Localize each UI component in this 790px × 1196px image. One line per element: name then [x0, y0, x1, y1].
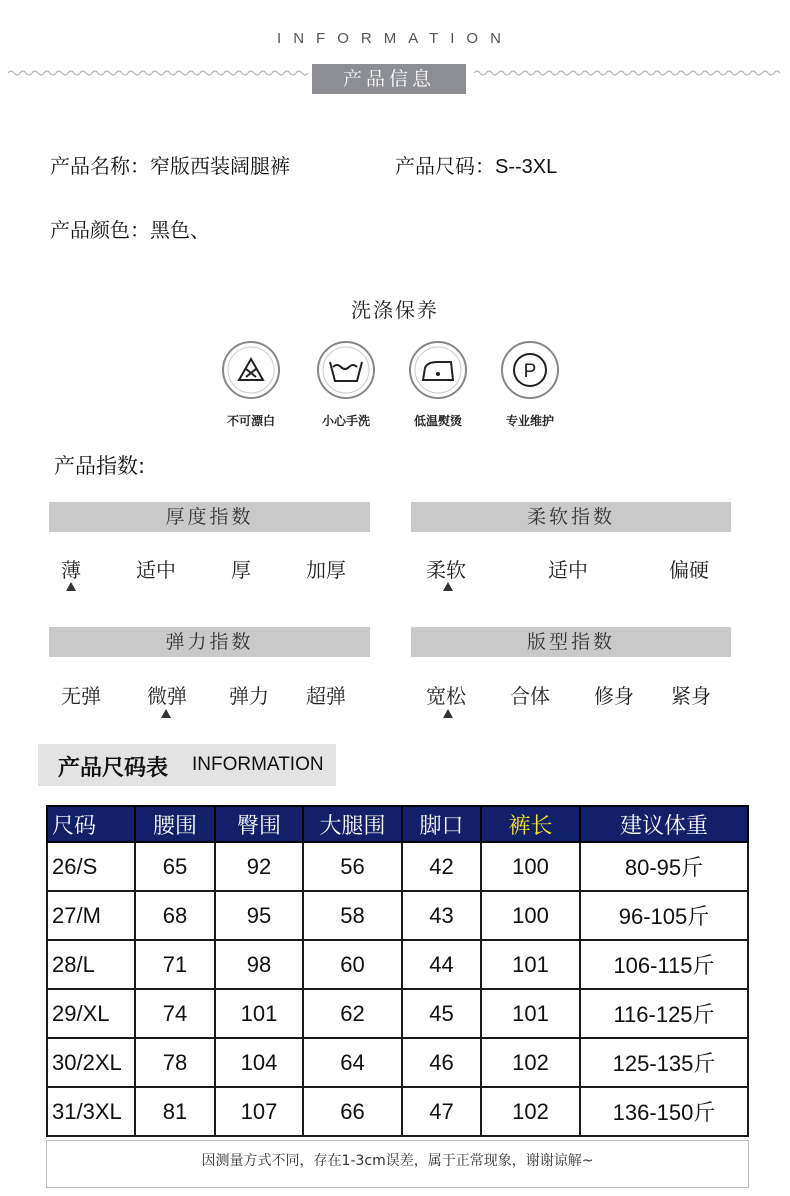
size-table: [46, 805, 749, 1137]
fit-option: 合体: [510, 684, 550, 708]
table-cell: 101: [481, 940, 580, 989]
table-cell: 62: [303, 989, 402, 1038]
product-color-value: 黑色、: [150, 218, 210, 242]
table-cell: 44: [402, 940, 481, 989]
table-cell: 27/M: [47, 891, 135, 940]
elasticity-option: 超弹: [306, 684, 346, 708]
table-cell: 92: [215, 842, 303, 891]
table-cell: 43: [402, 891, 481, 940]
product-name-value: 窄版西装阔腿裤: [150, 154, 290, 178]
product-name-row: [50, 150, 290, 179]
table-cell: 81: [135, 1087, 215, 1136]
table-cell: 60: [303, 940, 402, 989]
product-size-row: [395, 150, 557, 179]
table-cell: 45: [402, 989, 481, 1038]
table-cell: 74: [135, 989, 215, 1038]
fit-option: 紧身: [671, 684, 711, 708]
softness-option: 柔软: [426, 558, 466, 582]
product-color-row: [50, 214, 210, 243]
table-cell: 66: [303, 1087, 402, 1136]
no-bleach-icon: [221, 340, 281, 400]
table-row: [47, 989, 748, 1038]
thickness-option: 适中: [136, 558, 176, 582]
fit-option: 宽松: [426, 684, 466, 708]
table-cell: 46: [402, 1038, 481, 1087]
low-iron-icon: [408, 340, 468, 400]
size-table-header-row: [47, 806, 748, 842]
table-cell: 56: [303, 842, 402, 891]
selected-indicator-icon: [161, 709, 171, 718]
table-row: [47, 891, 748, 940]
thickness-index-bar: 厚度指数: [49, 502, 370, 532]
thickness-option: 加厚: [306, 558, 346, 582]
selected-indicator-icon: [443, 582, 453, 591]
fit-option: 修身: [594, 684, 634, 708]
table-cell: 31/3XL: [47, 1087, 135, 1136]
column-header: 臀围: [215, 806, 303, 842]
table-cell: 101: [215, 989, 303, 1038]
thickness-option: 薄: [61, 558, 81, 582]
elasticity-option: 弹力: [229, 684, 269, 708]
left-wave-divider: [8, 68, 308, 78]
table-cell: 136-150斤: [580, 1087, 748, 1136]
column-header: 建议体重: [580, 806, 748, 842]
table-cell: 104: [215, 1038, 303, 1087]
table-cell: 100: [481, 891, 580, 940]
softness-option: 适中: [548, 558, 588, 582]
care-item-hand-wash: [306, 340, 386, 429]
care-title: 洗涤保养: [351, 298, 439, 322]
table-cell: 26/S: [47, 842, 135, 891]
care-label: 低温熨烫: [413, 414, 462, 428]
size-table-subtitle: INFORMATION: [192, 754, 324, 775]
measurement-note: 因测量方式不同，存在1-3cm误差，属于正常现象，谢谢谅解~: [46, 1140, 749, 1188]
table-cell: 80-95斤: [580, 842, 748, 891]
table-cell: 47: [402, 1087, 481, 1136]
care-item-no-bleach: [211, 340, 291, 429]
table-row: [47, 842, 748, 891]
fit-index-bar: 版型指数: [411, 627, 731, 657]
product-size-label: 产品尺码：: [395, 154, 495, 178]
product-color-label: 产品颜色：: [50, 218, 150, 242]
table-cell: 106-115斤: [580, 940, 748, 989]
table-cell: 96-105斤: [580, 891, 748, 940]
care-label: 小心手洗: [321, 414, 370, 428]
table-cell: 101: [481, 989, 580, 1038]
table-cell: 30/2XL: [47, 1038, 135, 1087]
table-cell: 102: [481, 1038, 580, 1087]
care-label: 不可漂白: [226, 414, 275, 428]
svg-text:P: P: [523, 361, 537, 382]
softness-option: 偏硬: [669, 558, 709, 582]
table-cell: 100: [481, 842, 580, 891]
right-wave-divider: [474, 68, 780, 78]
column-header: 大腿围: [303, 806, 402, 842]
table-cell: 28/L: [47, 940, 135, 989]
column-header: 裤长: [481, 806, 580, 842]
professional-care-icon: [500, 340, 560, 400]
table-cell: 42: [402, 842, 481, 891]
table-row: [47, 1087, 748, 1136]
table-cell: 58: [303, 891, 402, 940]
table-row: [47, 940, 748, 989]
selected-indicator-icon: [66, 582, 76, 591]
table-cell: 102: [481, 1087, 580, 1136]
product-size-value: S--3XL: [495, 156, 558, 178]
thickness-option: 厚: [231, 558, 251, 582]
care-label: 专业维护: [505, 414, 554, 428]
section-title: 产品信息: [312, 64, 466, 94]
indices-title: 产品指数:: [54, 454, 146, 478]
hand-wash-icon: [316, 340, 376, 400]
elasticity-index-bar: 弹力指数: [49, 627, 370, 657]
table-row: [47, 1038, 748, 1087]
column-header: 脚口: [402, 806, 481, 842]
table-cell: 64: [303, 1038, 402, 1087]
care-item-professional: [490, 340, 570, 429]
column-header: 尺码: [47, 806, 135, 842]
elasticity-option: 微弹: [147, 684, 187, 708]
table-cell: 68: [135, 891, 215, 940]
table-cell: 98: [215, 940, 303, 989]
table-cell: 95: [215, 891, 303, 940]
table-cell: 29/XL: [47, 989, 135, 1038]
softness-index-bar: 柔软指数: [411, 502, 731, 532]
care-item-low-iron: [398, 340, 478, 429]
elasticity-option: 无弹: [61, 684, 101, 708]
product-name-label: 产品名称：: [50, 154, 150, 178]
table-cell: 78: [135, 1038, 215, 1087]
information-heading: INFORMATION: [277, 30, 513, 47]
table-cell: 107: [215, 1087, 303, 1136]
selected-indicator-icon: [443, 709, 453, 718]
table-cell: 116-125斤: [580, 989, 748, 1038]
table-cell: 65: [135, 842, 215, 891]
table-cell: 71: [135, 940, 215, 989]
column-header: 腰围: [135, 806, 215, 842]
table-cell: 125-135斤: [580, 1038, 748, 1087]
size-table-title: 产品尺码表: [58, 756, 169, 781]
